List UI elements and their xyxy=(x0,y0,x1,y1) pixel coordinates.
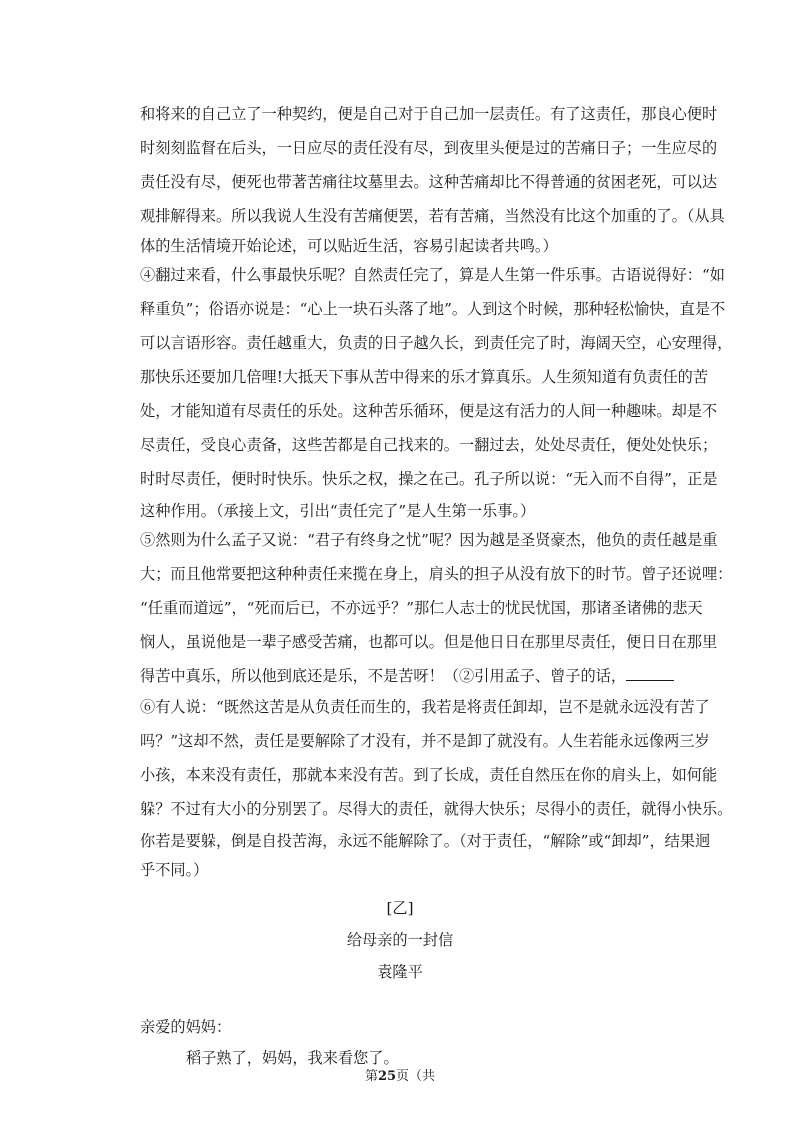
page-footer xyxy=(0,1068,800,1086)
text-line: 和将来的自己立了一种契约，便是自己对于自己加一层责任。有了这责任，那良心便时 xyxy=(140,105,718,123)
text-line: ⑤然则为什么孟子又说：“君子有终身之忧”呢？因为越是圣贤豪杰，他负的责任越是重 xyxy=(140,531,718,549)
text-line: “任重而道远”，“死而后已，不亦远乎？”那仁人志士的忧民忧国，那诸圣诸佛的悲天 xyxy=(140,599,703,617)
text-line: 躲？不过有大小的分别罢了。尽得大的责任，就得大快乐；尽得小的责任，就得小快乐。 xyxy=(140,800,733,818)
text-line xyxy=(140,666,665,686)
text-line: 时时尽责任，便时时快乐。快乐之权，操之在己。孔子所以说：“无入而不自得”，正是 xyxy=(140,470,718,488)
text-line: 责任没有尽，便死也带著苦痛往坟墓里去。这种苦痛却比不得普通的贫困老死，可以达 xyxy=(140,173,718,191)
page-number: 25 xyxy=(377,1069,397,1084)
text-line: 释重负”；俗语亦说是：“心上一块石头落了地”。人到这个时候，那种轻松愉快，直是不 xyxy=(140,300,726,318)
text-line: 悯人，虽说他是一辈子感受苦痛，也都可以。但是他日日在那里尽责任，便日日在那里 xyxy=(140,633,718,651)
text-segment: 得苦中真乐，所以他到底还是乐，不是苦呀！（②引用孟子、曾子的话， xyxy=(140,667,626,685)
answer-blank[interactable] xyxy=(626,666,674,681)
text-line: 处，才能知道有尽责任的乐处。这种苦乐循环，便是这有活力的人间一种趣味。却是不 xyxy=(140,402,718,420)
text-line: 吗？”这却不然，责任是要解除了才没有，并不是卸了就没有。人生若能永远像两三岁 xyxy=(140,732,710,750)
text-line: 体的生活情境开始论述，可以贴近生活，容易引起读者共鸣。） xyxy=(140,237,558,255)
text-line: 可以言语形容。责任越重大，负责的日子越久长，到责任完了时，海阔天空，心安理得， xyxy=(140,334,733,352)
letter-title: 给母亲的一封信 xyxy=(346,931,454,949)
text-line: 时刻刻监督在后头，一日应尽的责任没有尽，到夜里头便是过的苦痛日子；一生应尽的 xyxy=(140,139,718,157)
text-line: 这种作用。（承接上文，引出“责任完了”是人生第一乐事。） xyxy=(140,502,536,520)
text-line: 乎不同。） xyxy=(140,861,209,879)
section-label: [乙] xyxy=(386,899,414,917)
text-line: 你若是要躲，倒是自投苦海，永远不能解除了。（对于责任，“解除”或“卸却”，结果迥 xyxy=(140,832,711,850)
text-line: 那快乐还要加几倍哩!大抵天下事从苦中得来的乐才算真乐。人生须知道有负责任的苦 xyxy=(140,368,709,386)
text-line: 大；而且他常要把这种种责任来揽在身上，肩头的担子从没有放下的时节。曾子还说哩： xyxy=(140,565,733,583)
text-line: 观排解得来。所以我说人生没有苦痛便罢，若有苦痛，当然没有比这个加重的了。（从具 xyxy=(140,207,725,225)
text-line: ④翻过来看，什么事最快乐呢？自然责任完了，算是人生第一件乐事。古语说得好：“如 xyxy=(140,266,725,284)
text-line: ⑥有人说：“既然这苦是从负责任而生的，我若是将责任卸却，岂不是就永远没有苦了 xyxy=(140,698,710,716)
footer-suffix: 页（共 xyxy=(396,1069,436,1084)
text-line: 小孩，本来没有责任，那就本来没有苦。到了长成，责任自然压在你的肩头上，如何能 xyxy=(140,766,718,784)
text-line: 尽责任，受良心责备，这些苦都是自己找来的。一翻过去，处处尽责任，便处处快乐； xyxy=(140,436,718,454)
letter-author: 袁隆平 xyxy=(377,963,423,981)
letter-first-line: 稻子熟了，妈妈，我来看您了。 xyxy=(186,1049,399,1067)
letter-salutation: 亲爱的妈妈： xyxy=(140,1018,232,1036)
footer-prefix: 第 xyxy=(364,1069,378,1084)
